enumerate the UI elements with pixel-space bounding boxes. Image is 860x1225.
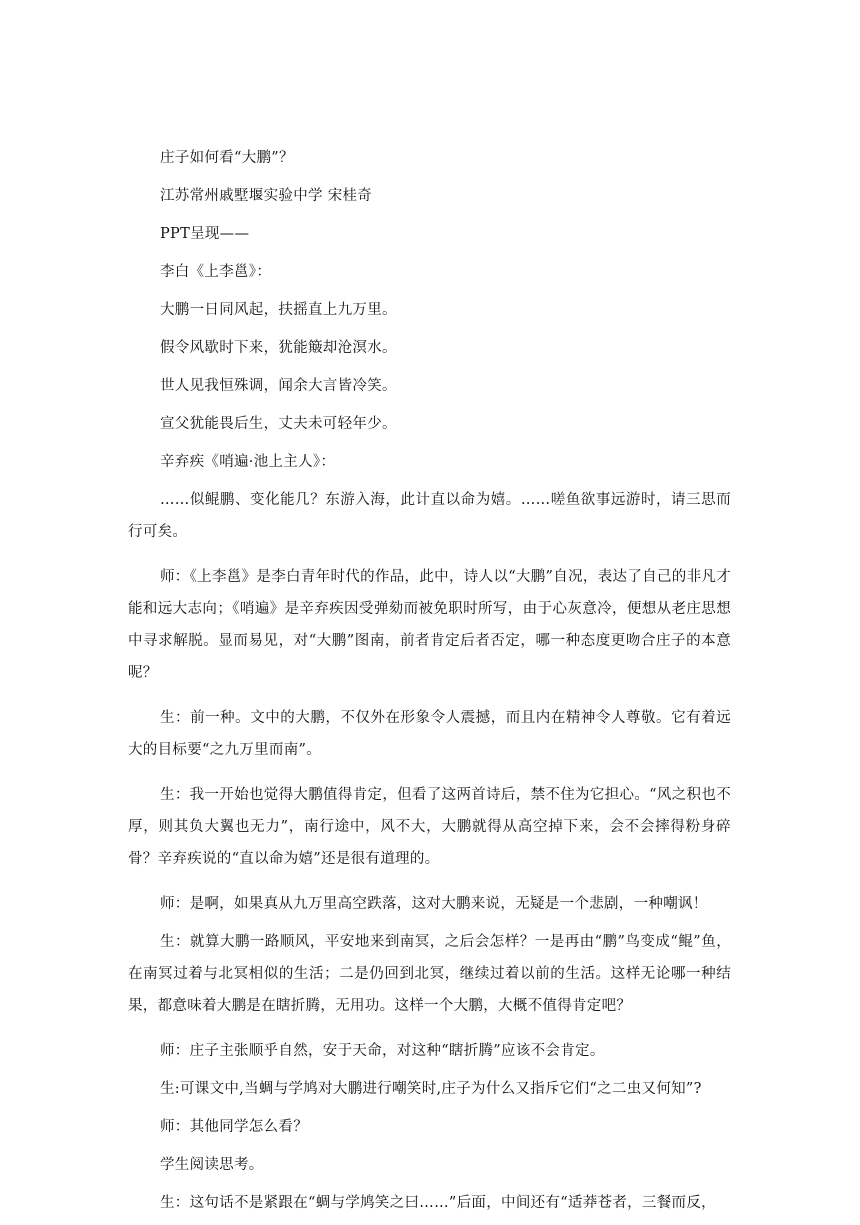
dialogue-paragraph: 师：庄子主张顺乎自然，安于天命，对这种“瞎折腾”应该不会肯定。 bbox=[160, 1043, 605, 1059]
poem2-excerpt: ……似鲲鹏、变化能几？东游入海，此计直以命为嬉。……嗟鱼欲事远游时，请三思而行可矣。 bbox=[128, 492, 731, 540]
dialogue-paragraph: 师：《上李邕》是李白青年时代的作品，此中，诗人以“大鹏”自况，表达了自己的非凡才能和远大志向；《哨遍》是辛弃疾因受弹劾而被免职时所写，由于心灰意冷，便想从老庄思想中寻求解脱。显而易见，对“大鹏”图南，前者肯定后者否定，哪一种态度更吻合庄子的本意呢？ bbox=[128, 569, 731, 681]
ppt-label: PPT呈现—— bbox=[160, 226, 250, 242]
document-title: 庄子如何看“大鹏”？ bbox=[160, 150, 294, 166]
poem1-title: 李白《上李邕》： bbox=[160, 264, 272, 280]
poem1-line: 大鹏一日同风起，扶摇直上九万里。 bbox=[160, 302, 397, 318]
dialogue-paragraph: 师：其他同学怎么看？ bbox=[160, 1119, 308, 1135]
dialogue-paragraph: 生：就算大鹏一路顺风，平安地来到南冥，之后会怎样？一是再由“鹏”鸟变成“鲲”鱼，在南冥过着与北冥相似的生活；二是仍回到北冥，继续过着以前的生活。这样无论哪一种结果，都意味着大鹏是在瞎折腾，无用功。这样一个大鹏，大概不值得肯定吧？ bbox=[128, 934, 731, 1014]
document-body bbox=[128, 142, 731, 1225]
dialogue-paragraph: 生：这句话不是紧跟在“蜩与学鸠笑之曰……”后面，中间还有“适莽苍者，三餐而反， bbox=[160, 1195, 716, 1211]
dialogue-paragraph: 学生阅读思考。 bbox=[160, 1157, 264, 1173]
dialogue-paragraph: 生：我一开始也觉得大鹏值得肯定，但看了这两首诗后，禁不住为它担心。“风之积也不厚，则其负大翼也无力”，南行途中，风不大，大鹏就得从高空掉下来，会不会摔得粉身碎骨？辛弃疾说的“直以命为嬉”还是很有道理的。 bbox=[128, 787, 731, 867]
poem1-line: 世人见我恒殊调，闻余大言皆冷笑。 bbox=[160, 378, 397, 394]
dialogue-paragraph: 生:可课文中,当蜩与学鸠对大鹏进行嘲笑时,庄子为什么又指斥它们“之二虫又何知”? bbox=[160, 1081, 702, 1097]
dialogue-paragraph: 生：前一种。文中的大鹏，不仅外在形象令人震撼，而且内在精神令人尊敬。它有着远大的目标要“之九万里而南”。 bbox=[128, 710, 731, 758]
author-line: 江苏常州戚墅堰实验中学 宋桂奇 bbox=[160, 188, 373, 204]
poem2-title: 辛弃疾《哨遍·池上主人》： bbox=[160, 454, 336, 470]
poem1-line: 宣父犹能畏后生，丈夫未可轻年少。 bbox=[160, 416, 397, 432]
dialogue-paragraph: 师：是啊，如果真从九万里高空跌落，这对大鹏来说，无疑是一个悲剧，一种嘲讽！ bbox=[160, 896, 708, 912]
poem1-line: 假令风歇时下来，犹能簸却沧溟水。 bbox=[160, 340, 397, 356]
